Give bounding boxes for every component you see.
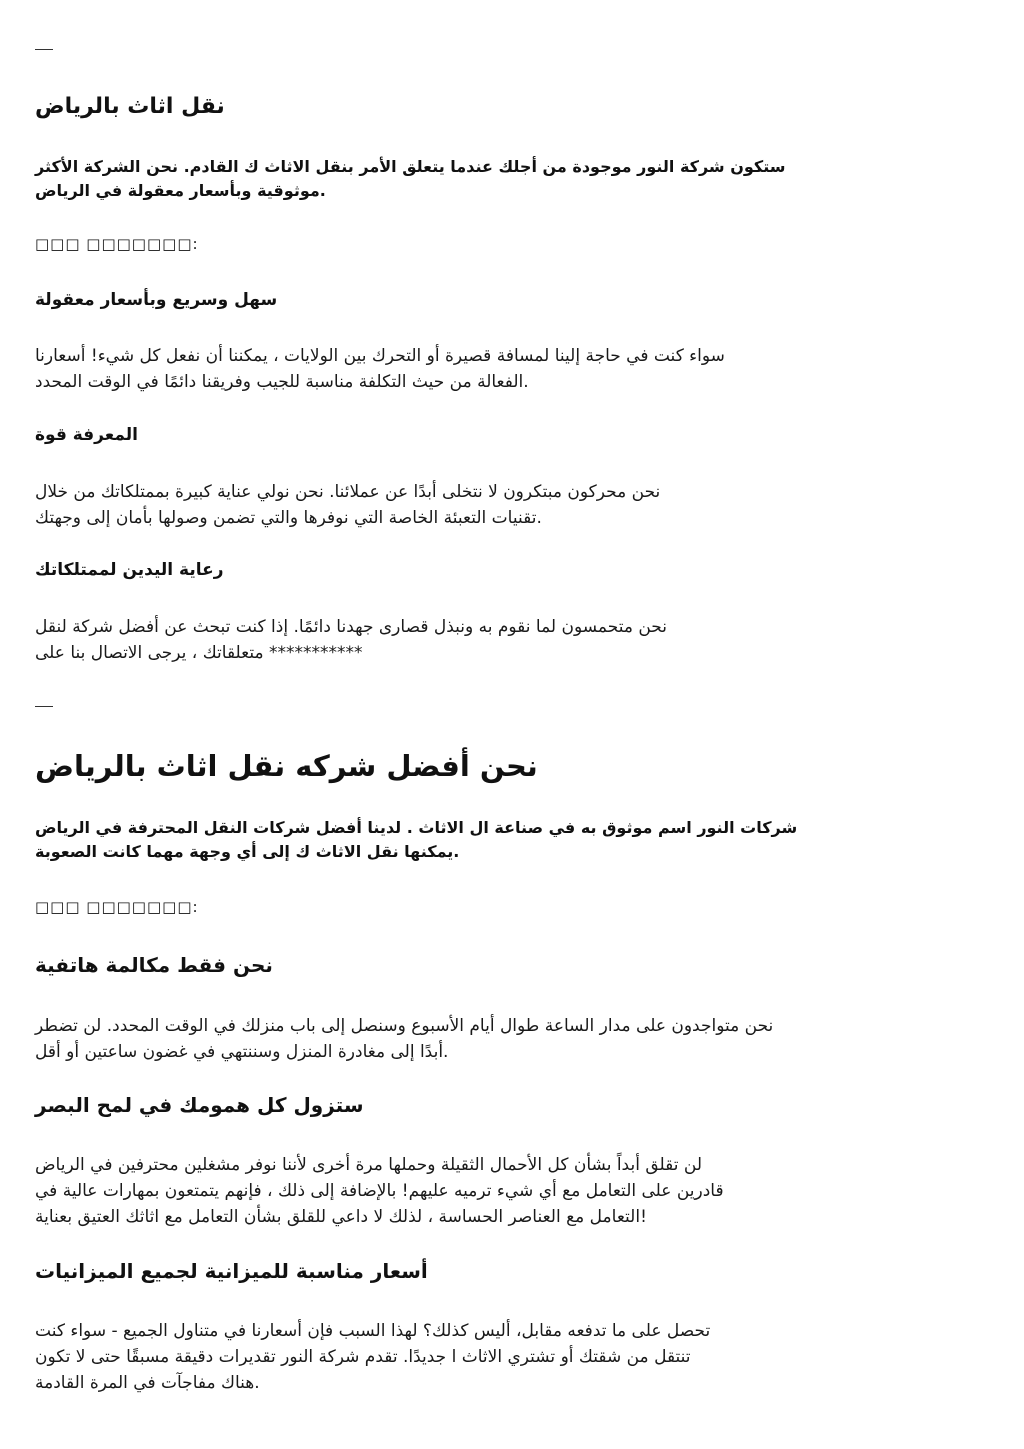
paragraph-line: هناك مفاجآت في المرة القادمة. xyxy=(35,1373,260,1393)
feature-heading: المعرفة قوة xyxy=(35,425,138,445)
intro-line: شركات النور اسم موثوق به في صناعة ال الاثاث . لدينا أفضل شركات النقل المحترفة في الرياض xyxy=(35,818,798,837)
features-label: □□□ □□□□□□□: xyxy=(35,235,199,253)
feature-paragraph xyxy=(35,614,667,666)
paragraph-line: نحن متواجدون على مدار الساعة طوال أيام الأسبوع وسنصل إلى باب منزلك في الوقت المحدد. لن تضطر xyxy=(35,1016,774,1036)
feature-heading: أسعار مناسبة للميزانية لجميع الميزانيات xyxy=(35,1259,428,1283)
feature-heading: سهل وسريع وبأسعار معقولة xyxy=(35,290,278,310)
section-divider xyxy=(35,706,53,707)
intro-paragraph xyxy=(35,155,985,203)
paragraph-line: تنتقل من شقتك أو تشتري الاثاث ا جديدًا. تقدم شركة النور تقديرات دقيقة مسبقًا حتى لا تكون xyxy=(35,1347,691,1367)
paragraph-line: الفعالة من حيث التكلفة مناسبة للجيب وفريقنا دائمًا في الوقت المحدد. xyxy=(35,372,529,392)
paragraph-line: لن تقلق أبداً بشأن كل الأحمال الثقيلة وحملها مرة أخرى لأننا نوفر مشغلين محترفين في الرياض xyxy=(35,1155,702,1175)
section-title: نقل اثاث بالرياض xyxy=(35,94,225,119)
feature-paragraph xyxy=(35,1318,710,1396)
paragraph-line: أبدًا إلى مغادرة المنزل وسننتهي في غضون ساعتين أو أقل. xyxy=(35,1042,449,1062)
feature-paragraph xyxy=(35,1152,724,1230)
paragraph-line: نحن متحمسون لما نقوم به ونبذل قصارى جهدنا دائمًا. إذا كنت تبحث عن أفضل شركة لنقل xyxy=(35,617,667,637)
intro-paragraph xyxy=(35,816,985,864)
section-title: نحن أفضل شركه نقل اثاث بالرياض xyxy=(35,749,538,783)
intro-line: يمكنها نقل الاثاث ك إلى أي وجهة مهما كانت الصعوبة. xyxy=(35,842,460,861)
feature-heading: ستزول كل همومك في لمح البصر xyxy=(35,1093,364,1117)
paragraph-line: التعامل مع العناصر الحساسة ، لذلك لا داعي للقلق بشأن التعامل مع اثاثك العتيق بعناية! xyxy=(35,1207,647,1227)
intro-line: موثوقية وبأسعار معقولة في الرياض. xyxy=(35,181,326,200)
feature-paragraph xyxy=(35,1013,773,1065)
paragraph-line: تقنيات التعبئة الخاصة التي نوفرها والتي تضمن وصولها بأمان إلى وجهتك. xyxy=(35,508,542,528)
feature-paragraph xyxy=(35,343,725,395)
section-divider xyxy=(35,49,53,50)
intro-line: ستكون شركة النور موجودة من أجلك عندما يتعلق الأمر بنقل الاثاث ك القادم. نحن الشركة الأكثر xyxy=(35,157,786,176)
paragraph-line: سواء كنت في حاجة إلينا لمسافة قصيرة أو التحرك بين الولايات ، يمكننا أن نفعل كل شيء! أسعارنا xyxy=(35,346,725,366)
paragraph-line: تحصل على ما تدفعه مقابل، أليس كذلك؟ لهذا السبب فإن أسعارنا في متناول الجميع - سواء كنت xyxy=(35,1321,711,1341)
paragraph-line: نحن محركون مبتكرون لا نتخلى أبدًا عن عملائنا. نحن نولي عناية كبيرة بممتلكاتك من خلال xyxy=(35,482,661,502)
features-label: □□□ □□□□□□□: xyxy=(35,898,199,916)
paragraph-line: متعلقاتك ، يرجى الاتصال بنا على *********** xyxy=(35,643,363,663)
paragraph-line: قادرين على التعامل مع أي شيء ترميه عليهم! بالإضافة إلى ذلك ، فإنهم يتمتعون بمهارات عالية في xyxy=(35,1181,724,1201)
feature-heading: رعاية اليدين لممتلكاتك xyxy=(35,560,224,580)
feature-heading: نحن فقط مكالمة هاتفية xyxy=(35,953,273,977)
feature-paragraph xyxy=(35,479,660,531)
